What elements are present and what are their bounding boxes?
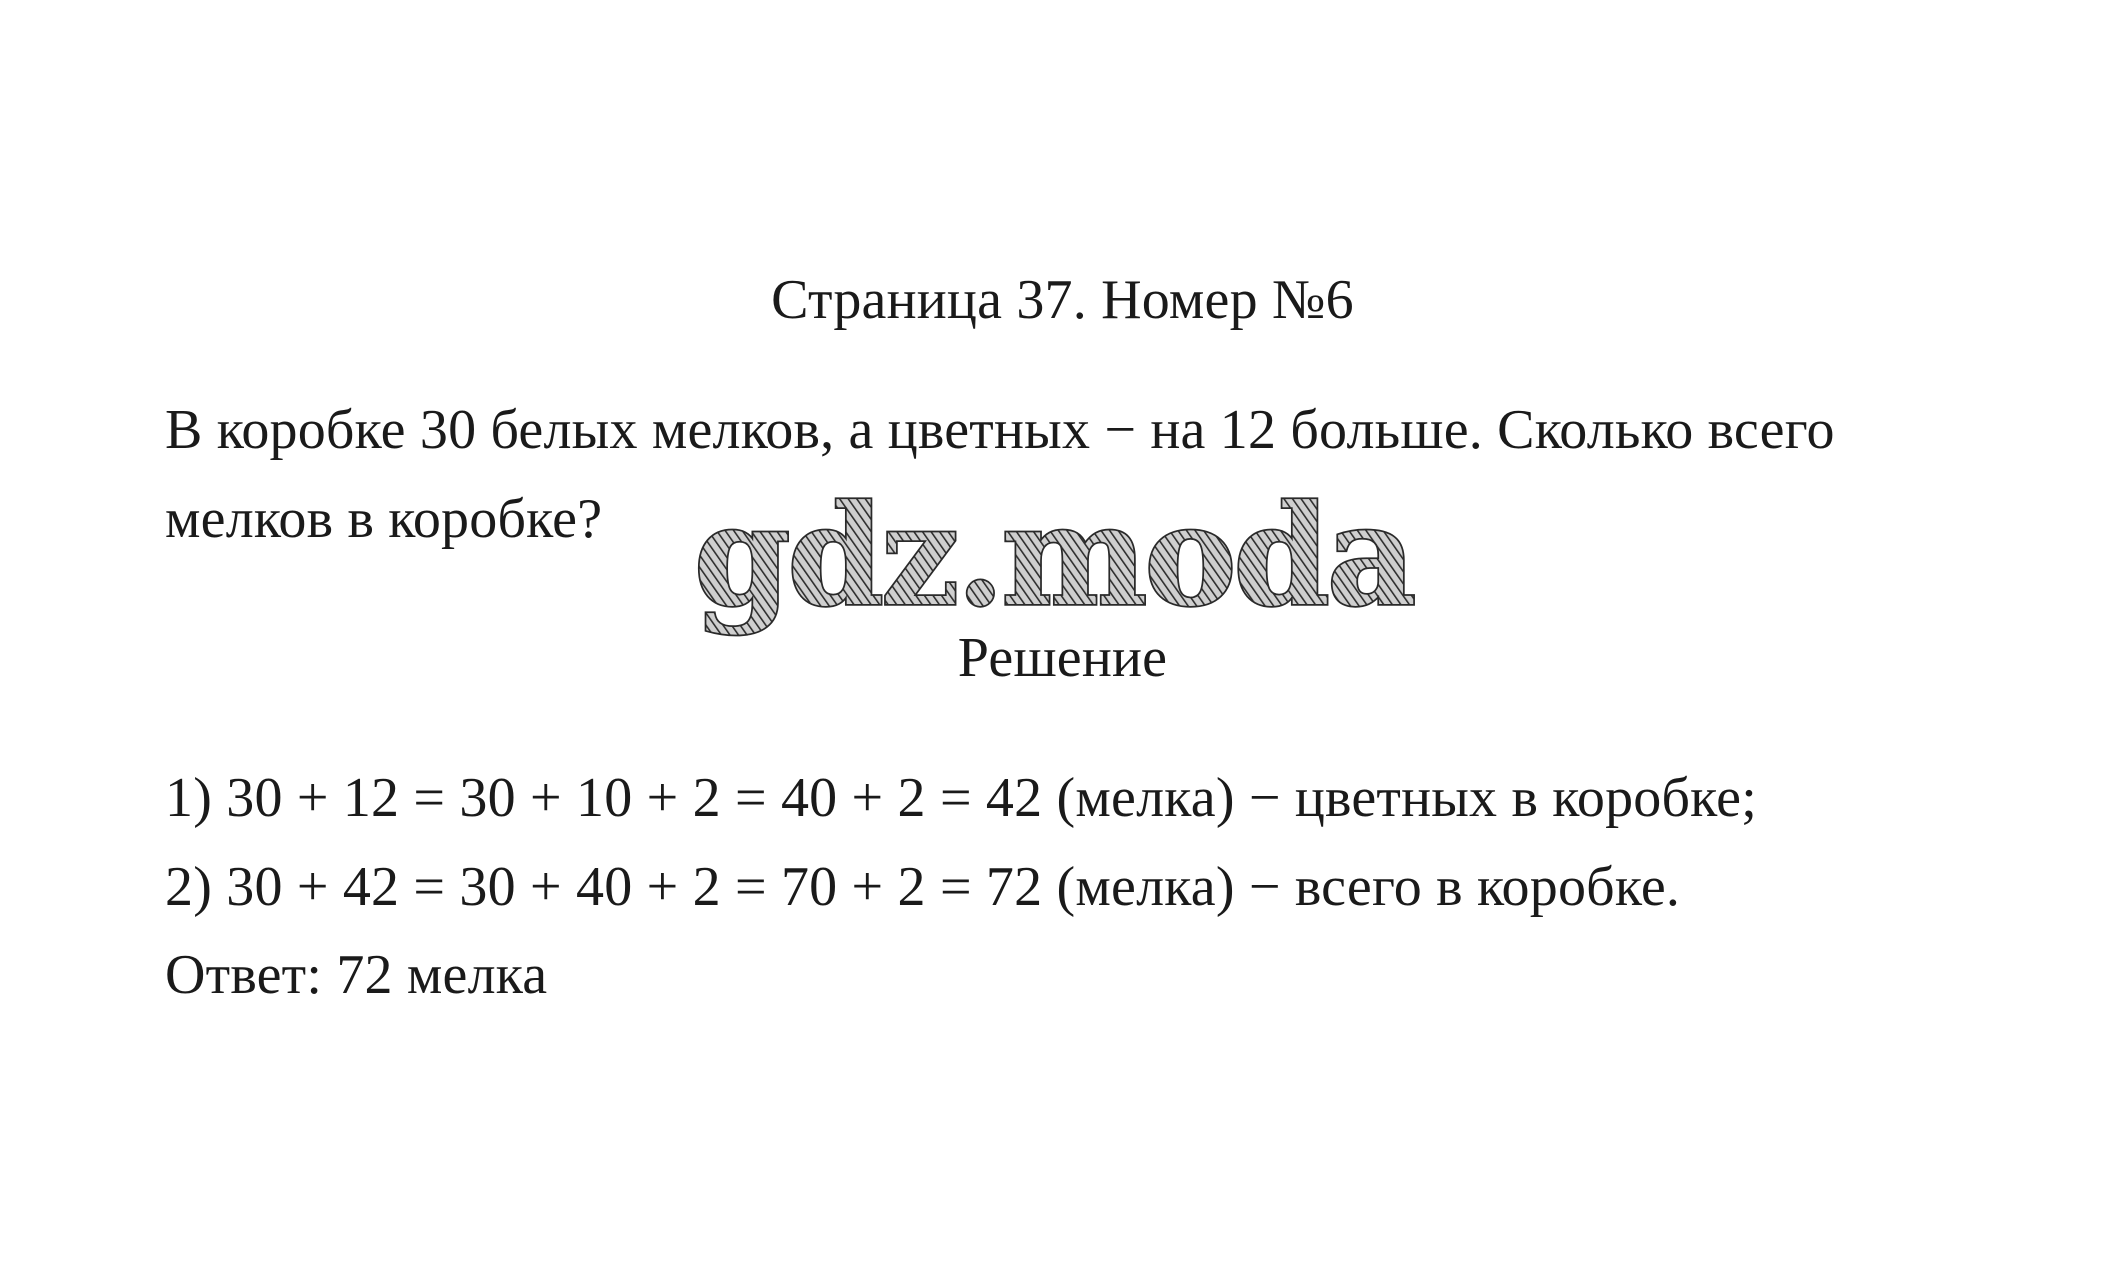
page-title: Страница 37. Номер №6 (771, 269, 1354, 331)
problem-text-line-1: В коробке 30 белых мелков, а цветных − на 12 больше. Сколько всего (165, 399, 1835, 461)
answer-line: Ответ: 72 мелка (165, 944, 548, 1006)
watermark-text: gdz.moda (694, 474, 1414, 637)
watermark-logo (686, 474, 1414, 652)
solution-step-2: 2) 30 + 42 = 30 + 40 + 2 = 70 + 2 = 72 (мелка) − всего в коробке. (165, 856, 1681, 918)
solution-step-1: 1) 30 + 12 = 30 + 10 + 2 = 40 + 2 = 42 (мелка) − цветных в коробке; (165, 767, 1757, 829)
problem-text-line-2: мелков в коробке? (165, 488, 603, 550)
solution-heading: Решение (957, 627, 1168, 689)
